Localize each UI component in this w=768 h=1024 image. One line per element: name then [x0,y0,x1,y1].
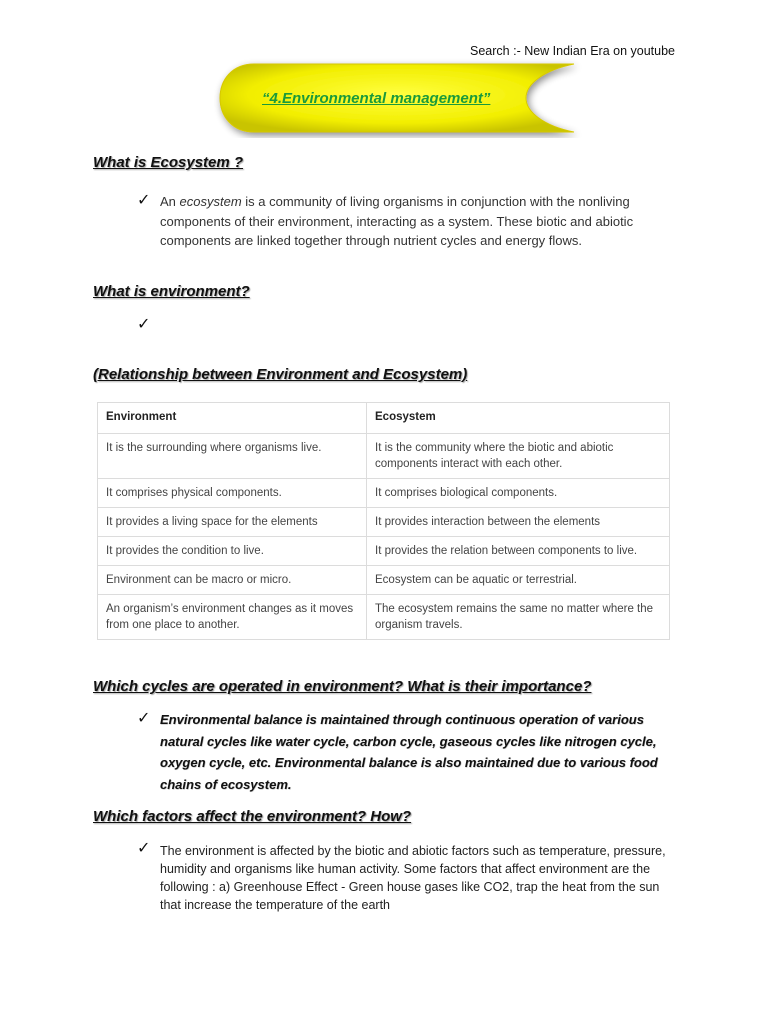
table-cell: It is the community where the biotic and abiotic components interact with each other. [367,434,670,479]
table-cell: It is the surrounding where organisms live. [98,434,367,479]
table-header-ecosystem: Ecosystem [367,403,670,434]
heading-relationship: (Relationship between Environment and Ecosystem) [93,366,468,383]
cycles-text: Environmental balance is maintained through continuous operation of various natural cycles like water cycle, carbon cycle, gaseous cycles like nitrogen cycle, oxygen cycle, etc. Environmental balance is also maintained due to various food chains of ecosystem. [160,712,658,792]
table-cell: It provides the condition to live. [98,537,367,566]
table-header-environment: Environment [98,403,367,434]
table-row [98,537,670,566]
ecosystem-term: ecosystem [179,194,242,209]
table-cell: It provides a living space for the elements [98,508,367,537]
comparison-table [97,402,670,640]
ecosystem-post: is a community of living organisms in conjunction with the nonliving components of their environment, interacting as a system. These biotic and abiotic components are linked together through nutrient cycles and energy flows. [160,194,634,248]
table-cell: The ecosystem remains the same no matter where the organism travels. [367,595,670,640]
table-cell: It comprises physical components. [98,479,367,508]
table-cell: It comprises biological components. [367,479,670,508]
heading-ecosystem: What is Ecosystem ? [93,154,244,171]
table-cell: It provides the relation between components to live. [367,537,670,566]
table-row [98,479,670,508]
ecosystem-pre: An [160,194,180,209]
table-row [98,595,670,640]
table-cell: It provides interaction between the elements [367,508,670,537]
heading-cycles: Which cycles are operated in environment? What is their importance? [93,678,592,695]
check-icon: ✓ [137,316,151,333]
table-row [98,508,670,537]
table-cell: Ecosystem can be aquatic or terrestrial. [367,566,670,595]
check-icon: ✓ [137,710,151,727]
table-row [98,434,670,479]
check-icon: ✓ [137,840,151,857]
factors-text: The environment is affected by the biotic and abiotic factors such as temperature, pressure, humidity and organisms like human activity. Some factors that affect environment are the following : a) Greenhouse Effect - Green house gases like CO2, trap the heat from the sun that increase the temperature of the earth [160,844,666,912]
title-banner [214,58,584,138]
heading-environment: What is environment? [93,283,250,300]
check-icon: ✓ [137,192,151,209]
search-note: Search :- New Indian Era on youtube [470,44,675,58]
table-cell: Environment can be macro or micro. [98,566,367,595]
table-cell: An organism’s environment changes as it moves from one place to another. [98,595,367,640]
heading-factors: Which factors affect the environment? How? [93,808,412,825]
table-row [98,566,670,595]
banner-title: “4.Environmental management” [262,90,491,107]
ecosystem-definition [160,192,680,251]
table-header-row [98,403,670,434]
